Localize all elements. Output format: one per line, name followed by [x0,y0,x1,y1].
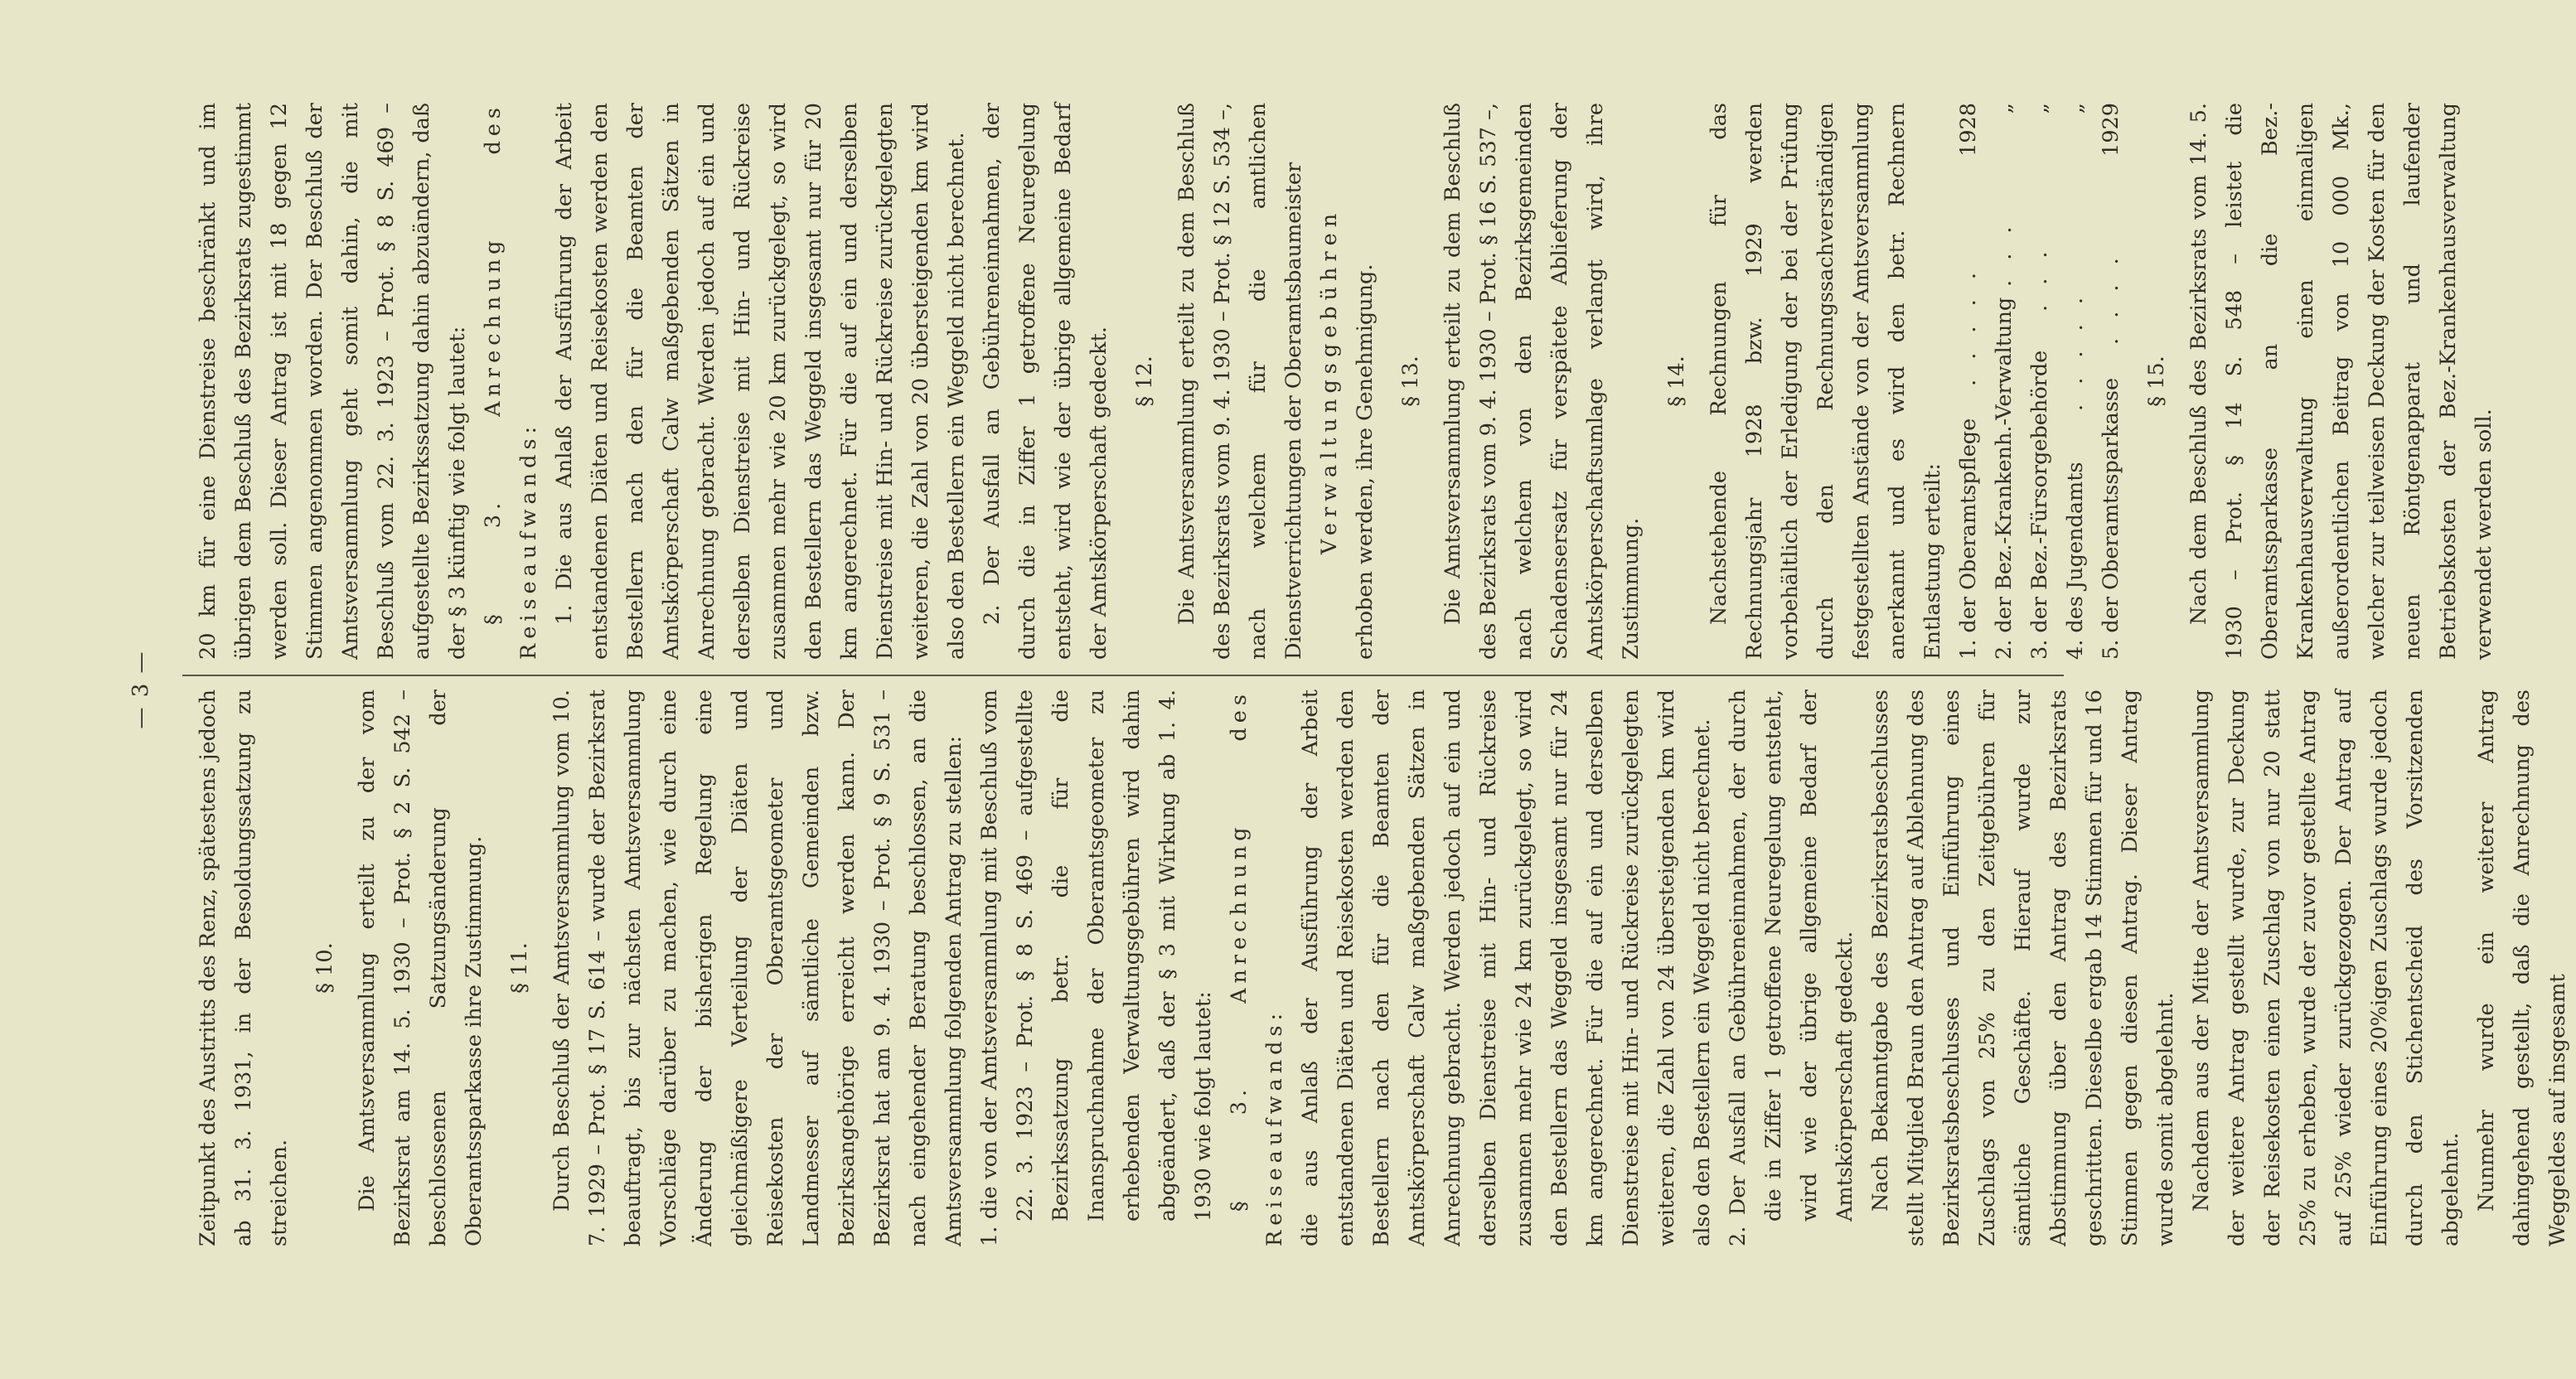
paragraph: Die Amtsversammlung erteilt zu dem Beschluß des Bezirksrats vom 9. 4. 1930 – Prot. § 16 S. 537 –, nach welchem von den Bezirksgemeinden Schadensersatz für verspätete Ablieferung der Amtskörperschaftsumlage verlangt wird, ihre Zustimmung. [1441,103,1644,660]
section-heading: § 15. [2144,356,2169,407]
paragraph: Nunmehr wurde ein weiterer Antrag dahingehend gestellt, daß die Anrechnung des Weggeldes auf insgesamt [2474,690,2570,1246]
paragraph: Zeitpunkt des Austritts des Renz, spätestens jedoch ab 31. 3. 1931, in der Besoldungssatzung zu streichen. [196,690,292,1246]
list-dots: . . . [2027,244,2052,312]
list-item: 1. die von der Amtsversammlung mit Beschluß vom 22. 3. 1923 – Prot. § 8 S. 469 – aufgestellte Bezirkssatzung betr. die für die Inanspruchnahme der Oberamtsgeometer zu erhebenden Verwaltungsgebühren wird dahin abgeändert, daß der § 3 mit Wirkung ab 1. 4. 1930 wie folgt lautet: [977,690,1216,1246]
list-year: „ [2063,103,2088,114]
list-dots: . . . . [2099,251,2123,345]
paragraph: Durch Beschluß der Amtsversammlung vom 10. 7. 1929 – Prot. § 17 S. 614 – wurde der Bezirksrat beauftragt, bis zur nächsten Amtsversammlung Vorschläge darüber zu machen, wie durch eine Änderung der bisherigen Regelung eine gleichmäßigere Verteilung der Diäten und Reisekosten der Oberamtsgeometer und Landmesser auf sämtliche Gemeinden bzw. Bezirksangehörige erreicht werden kann. Der Bezirksrat hat am 9. 4. 1930 – Prot. § 9 S. 531 – nach eingehender Beratung beschlossen, an die Amtsversammlung folgenden Antrag zu stellen: [550,690,966,1246]
list-item [2022,103,2058,660]
paragraph: 2. Der Ausfall an Gebühreneinnahmen, der durch die in Ziffer 1 getroffene Neuregelung entsteht, wird wie der übrige allgemeine Bedarf der Amtskörperschaft gedeckt. [980,103,1111,660]
list-item [1987,103,2022,660]
list-dots: . . . [1992,220,2017,287]
paragraph: Nach dem Beschluß des Bezirksrats vom 14. 5. 1930 – Prot. § 14 S. 548 – leistet die Oberamtssparkasse an die Bez.-Krankenhausverwaltung einen einmaligen außerordentlichen Beitrag von 10 000 Mk., welcher zur teilweisen Deckung der Kosten für den neuen Röntgenapparat und laufender Betriebskosten der Bez.-Krankenhausverwaltung verwendet werden soll. [2186,103,2496,660]
paragraph: Nachstehende Rechnungen für das Rechnungsjahr 1928 bzw. 1929 werden vorbehältlich der Erledigung der bei der Prüfung durch den Rechnungssachverständigen festgestellten Anstände von der Amtsversammlung anerkannt und es wird den betr. Rechnern Entlastung erteilt: [1707,103,1945,660]
paragraph: Nach Bekanntgabe des Bezirksratsbeschlusses stellt Mitglied Braun den Antrag auf Ablehnung des Bezirksratsbeschlusses und Einführung eines Zuschlags von 25% zu den Zeitgebühren für sämtliche Geschäfte. Hierauf wurde zur Abstimmung über den Antrag des Bezirksrats geschritten. Dieselbe ergab 14 Stimmen für und 16 Stimmen gegen diesen Antrag. Dieser Antrag wurde somit abgelehnt. [1868,690,2178,1246]
paragraph: Die Amtsversammlung erteilt zu der vom Bezirksrat am 14. 5. 1930 – Prot. § 2 S. 542 – beschlossenen Satzungsänderung der Oberamtssparkasse ihre Zustimmung. [355,690,487,1246]
list-label: 3. der Bez.-Fürsorgebehörde [2027,350,2052,660]
section-heading: § 12. [1132,356,1157,407]
section-heading: § 13. [1398,356,1423,407]
list-label: 4. des Jugendamts [2063,462,2088,660]
list-year: „ [1992,103,2017,114]
section-heading: § 10. [312,942,337,994]
list-item [1951,103,1987,660]
list-dots: . . . . . [1956,266,1981,386]
paragraph: Nachdem aus der Mitte der Amtsversammlung der weitere Antrag gestellt wurde, zur Deckung der Reisekosten einen Zuschlag von nur 20 statt 25% zu erheben, wurde der zuvor gestellte Antrag auf 25% wieder zurückgezogen. Der Antrag auf Einführung eines 20%igen Zuschlags wurde jedoch durch den Stichentscheid des Vorsitzenden abgelehnt. [2189,690,2463,1246]
list-label: 2. der Bez.-Krankenh.-Verwaltung [1992,297,2017,660]
right-column [191,103,2496,660]
page-number: — 3 — [128,650,153,729]
list-year: 1929 [2099,103,2123,157]
section-heading: § 11. [507,942,532,994]
list-dots: . . . . . [2063,291,2088,411]
list-label: 5. der Oberamtssparkasse [2099,377,2123,660]
paragraph: Die Amtsversammlung erteilt zu dem Beschluß des Bezirksrats vom 9. 4. 1930 – Prot. § 12 S. 534 –, nach welchem für die amtlichen Dienstverrichtungen der Oberamtsbaumeister [1174,103,1306,660]
list-item [2058,103,2094,660]
column-divider [182,675,2064,676]
paragraph: erhoben werden, ihre Genehmigung. [1353,264,1378,660]
list-year: „ [2027,103,2052,114]
subheading: § 3. Anrechnung des Reiseaufwands: [1227,690,1287,1246]
list-item: 2. Der Ausfall an Gebühreneinnahmen, der durch die in Ziffer 1 getroffene Neuregelung entsteht, wird wie der übrige allgemeine Bedarf der Amtskörperschaft gedeckt. [1726,690,1857,1246]
list-label: 1. der Oberamtspflege [1956,418,1981,660]
list-item [2094,103,2129,660]
paragraph: 20 km für eine Dienstreise beschränkt und im übrigen dem Beschluß des Bezirksrats zugestimmt werden soll. Dieser Antrag ist mit 18 gegen 12 Stimmen angenommen worden. Der Beschluß der Amtsversammlung geht somit dahin, die mit Beschluß vom 22. 3. 1923 – Prot. § 8 S. 469 – aufgestellte Bezirkssatzung dahin abzuändern, daß der § 3 künftig wie folgt lautet: [196,103,470,660]
section-heading: § 14. [1664,356,1689,407]
accounts-list [1951,103,2129,660]
left-column [191,690,2570,1246]
subheading: § 3. Anrechnung des Reiseaufwands: [481,103,541,660]
list-year: 1928 [1956,103,1981,157]
centered-heading: Verwaltungsgebühren [1317,207,1342,555]
paragraph: 1. Die aus Anlaß der Ausführung der Arbeit entstandenen Diäten und Reisekosten werden den Bestellern nach den für die Beamten der Amtskörperschaft Calw maßgebenden Sätzen in Anrechnung gebracht. Werden jedoch auf ein und derselben Dienstreise mit Hin- und Rückreise zusammen mehr wie 20 km zurückgelegt, so wird den Bestellern das Weggeld insgesamt nur für 20 km angerechnet. Für die auf ein und derselben Dienstreise mit Hin- und Rückreise zurückgelegten weiteren, die Zahl von 20 übersteigenden km wird also den Bestellern ein Weggeld nicht berechnet. [552,103,969,660]
paragraph: die aus Anlaß der Ausführung der Arbeit entstandenen Diäten und Reisekosten werden den Bestellern nach den für die Beamten der Amtskörperschaft Calw maßgebenden Sätzen in Anrechnung gebracht. Werden jedoch auf ein und derselben Dienstreise mit Hin- und Rückreise zusammen mehr wie 24 km zurückgelegt, so wird den Bestellern das Weggeld insgesamt nur für 24 km angerechnet. Für die auf ein und derselben Dienstreise mit Hin- und Rückreise zurückgelegten weiteren, die Zahl von 24 übersteigenden km wird also den Bestellern ein Weggeld nicht berechnet. [1298,690,1715,1246]
